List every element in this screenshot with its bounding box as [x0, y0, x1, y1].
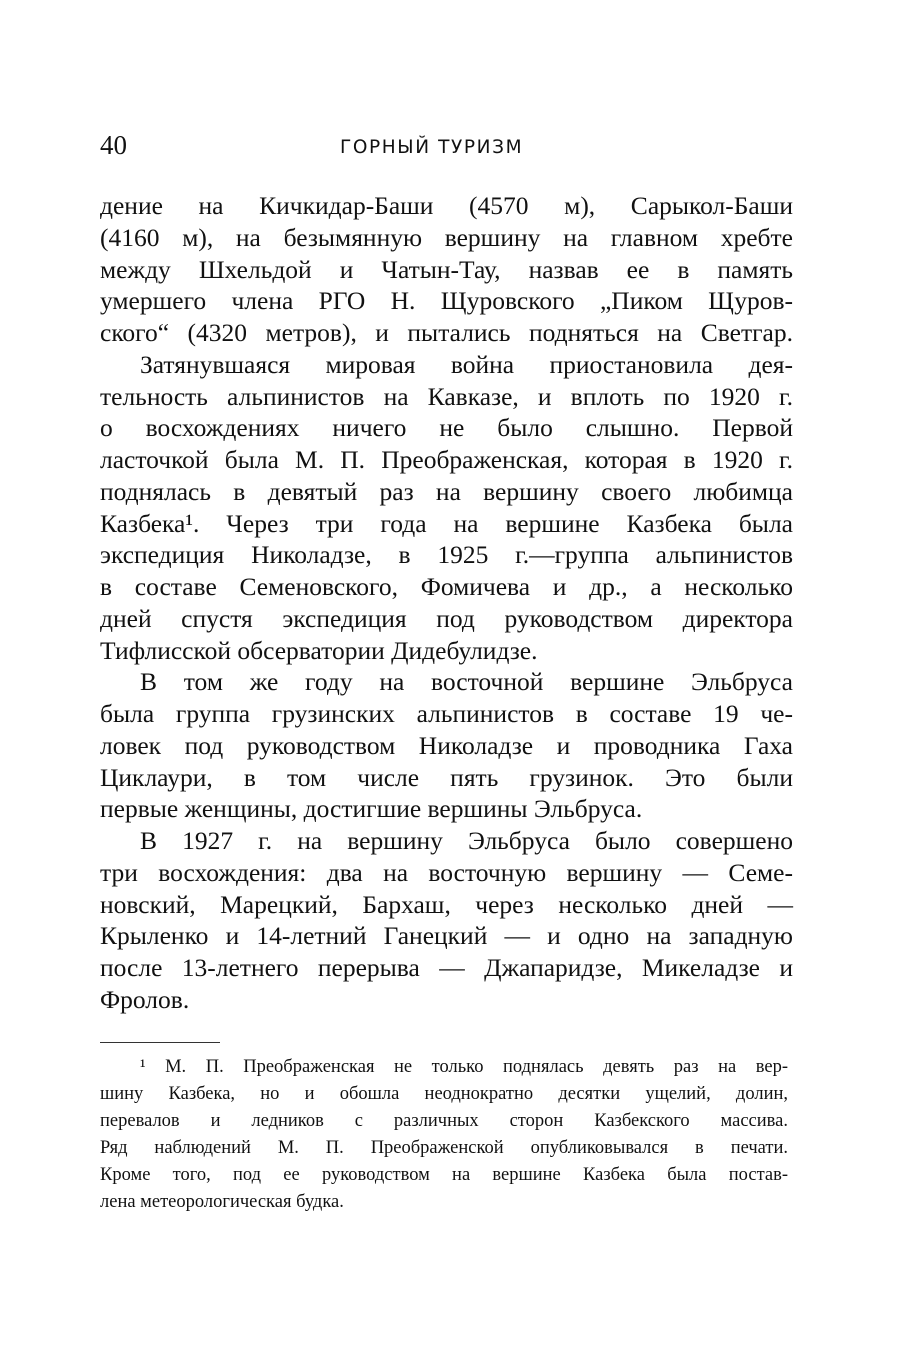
text-line: умершего члена РГО Н. Щуровского „Пиком Щуров-	[100, 286, 793, 316]
footnote-line: шину Казбека, но и обошла неоднократно десятки ущелий, долин,	[100, 1084, 788, 1104]
text-line: Затянувшаяся мировая война приостановила дея-	[140, 349, 793, 379]
running-head: ГОРНЫЙ ТУРИЗМ	[340, 137, 524, 158]
text-line: В том же году на восточной вершине Эльбруса	[140, 667, 793, 697]
page-number: 40	[100, 130, 127, 160]
text-line: Циклаури, в том числе пять грузинок. Это были	[100, 762, 793, 792]
text-line: ловек под руководством Николадзе и проводника Гаха	[100, 730, 793, 760]
text-line: новский, Марецкий, Бархаш, через несколько дней —	[100, 889, 793, 919]
text-line: в составе Семеновского, Фомичева и др., а несколько	[100, 572, 793, 601]
text-line: Фролов.	[100, 984, 190, 1014]
text-line: между Шхельдой и Чатын-Тау, назвав ее в память	[100, 254, 793, 284]
footnotes	[100, 1054, 788, 1216]
text-line: тельность альпинистов на Кавказе, и вплоть по 1920 г.	[100, 381, 793, 411]
text-line: дение на Кичкидар-Баши (4570 м), Сарыкол-Баши	[100, 191, 793, 220]
footnote-line: лена метеорологическая будка.	[100, 1192, 344, 1212]
text-line: после 13-летнего перерыва — Джапаридзе, Микеладзе и	[100, 953, 793, 982]
text-line: о восхождениях ничего не было слышно. Первой	[100, 413, 793, 443]
text-line: ского“ (4320 метров), и пытались подняться на Светгар.	[100, 318, 793, 347]
text-line: (4160 м), на безымянную вершину на главном хребте	[100, 222, 793, 252]
text-line: три восхождения: два на восточную вершину — Семе-	[100, 857, 793, 887]
text-line: В 1927 г. на вершину Эльбруса было совершено	[140, 826, 793, 855]
text-line: экспедиция Николадзе, в 1925 г.—группа альпинистов	[100, 540, 793, 570]
text-line: первые женщины, достигшие вершины Эльбруса.	[100, 794, 643, 824]
footnote-line: Ряд наблюдений М. П. Преображенской опубликовывался в печати.	[100, 1138, 788, 1158]
text-line: была группа грузинских альпинистов в составе 19 че-	[100, 699, 793, 728]
footnote-line: перевалов и ледников с различных сторон Казбекского массива.	[100, 1111, 788, 1131]
text-line: поднялась в девятый раз на вершину своего любимца	[100, 476, 793, 506]
footnote-line: Кроме того, под ее руководством на вершине Казбека была постав-	[100, 1165, 788, 1185]
text-line: дней спустя экспедиция под руководством директора	[100, 603, 793, 633]
text-line: Тифлисской обсерватории Дидебулидзе.	[100, 635, 538, 665]
body-text	[100, 190, 793, 1016]
text-line: ласточкой была М. П. Преображенская, которая в 1920 г.	[100, 445, 793, 474]
text-line: Крыленко и 14-летний Ганецкий — и одно на западную	[100, 921, 793, 951]
footnote-rule	[100, 1042, 220, 1043]
text-line: Казбека¹. Через три года на вершине Казбека была	[100, 508, 793, 538]
footnote-line: ¹ М. П. Преображенская не только поднялась девять раз на вер-	[140, 1057, 788, 1077]
